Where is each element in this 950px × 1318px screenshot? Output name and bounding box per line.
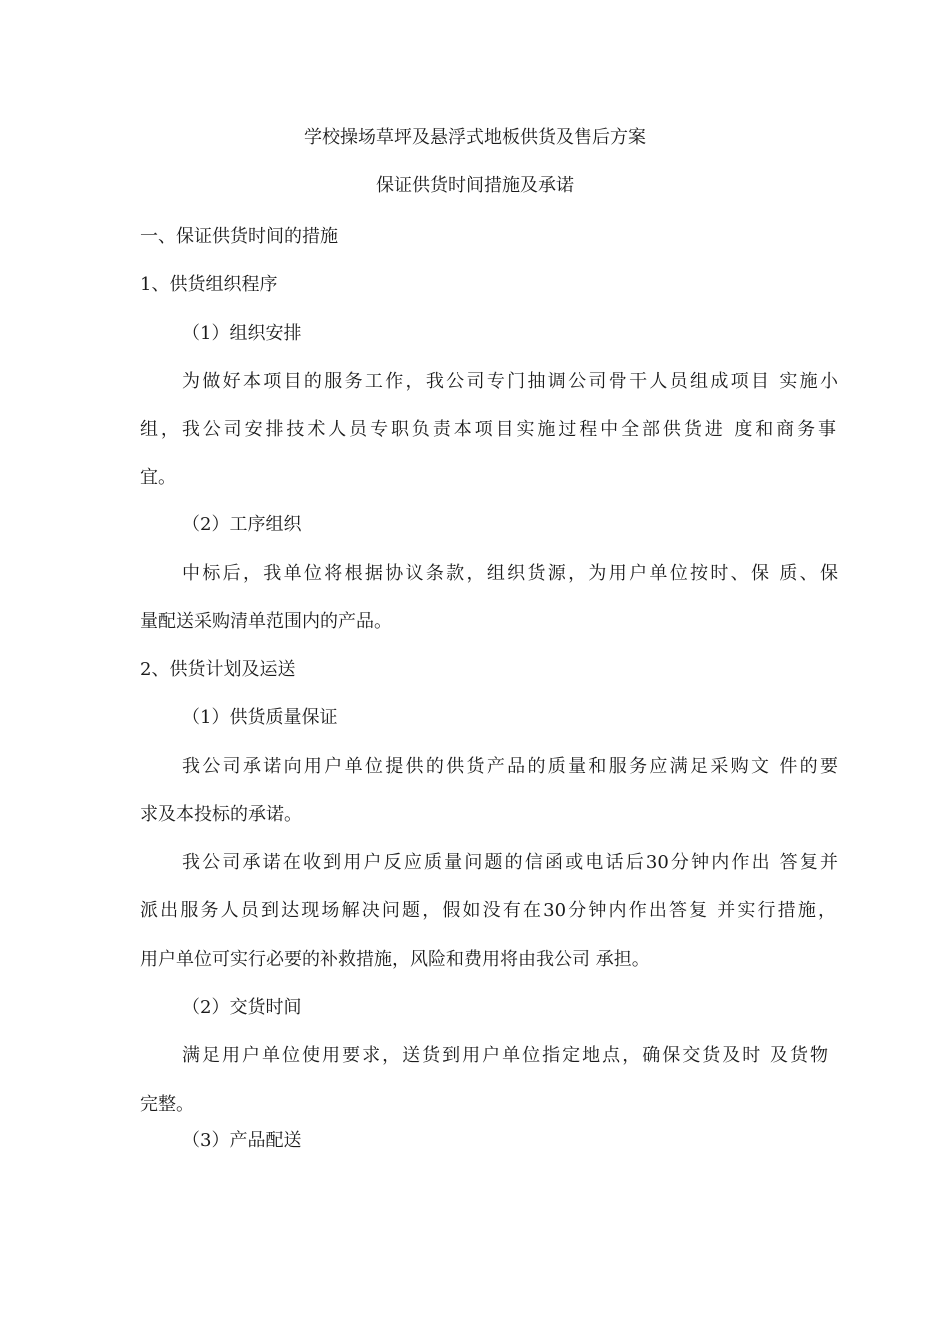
paragraph-line: 组，我公司安排技术人员专职负责本项目实施过程中全部供货进 度和商务事 <box>140 419 836 440</box>
paragraph-line: 我公司承诺在收到用户反应质量问题的信函或电话后30分钟内作出 答复并 <box>182 852 838 873</box>
paragraph-line: 中标后，我单位将根据协议条款，组织货源，为用户单位按时、保 质、保 <box>182 563 838 584</box>
paragraph-line: 量配送采购清单范围内的产品。 <box>140 611 392 632</box>
paragraph-line: 用户单位可实行必要的补救措施，风险和费用将由我公司 承担。 <box>140 949 650 970</box>
item-heading: 2、供货计划及运送 <box>140 659 296 680</box>
document-title: 学校操场草坪及悬浮式地板供货及售后方案 <box>304 127 646 148</box>
paragraph-line: 满足用户单位使用要求，送货到用户单位指定地点，确保交货及时 及货物 <box>182 1045 828 1066</box>
paragraph-line: 宜。 <box>140 467 176 488</box>
paragraph-line: 完整。 <box>140 1094 194 1115</box>
section-heading: 一、保证供货时间的措施 <box>140 226 338 247</box>
sub-heading: （1）组织安排 <box>182 323 302 344</box>
item-heading: 1、供货组织程序 <box>140 274 278 295</box>
paragraph-line: 我公司承诺向用户单位提供的供货产品的质量和服务应满足采购文 件的要 <box>182 756 838 777</box>
paragraph-line: 派出服务人员到达现场解决问题，假如没有在30分钟内作出答复 并实行措施， <box>140 900 836 921</box>
sub-heading: （1）供货质量保证 <box>182 707 338 728</box>
sub-heading: （3）产品配送 <box>182 1130 302 1151</box>
sub-heading: （2）工序组织 <box>182 514 302 535</box>
sub-heading: （2）交货时间 <box>182 997 302 1018</box>
document-subtitle: 保证供货时间措施及承诺 <box>376 175 574 196</box>
paragraph-line: 求及本投标的承诺。 <box>140 804 302 825</box>
paragraph-line: 为做好本项目的服务工作，我公司专门抽调公司骨干人员组成项目 实施小 <box>182 371 838 392</box>
